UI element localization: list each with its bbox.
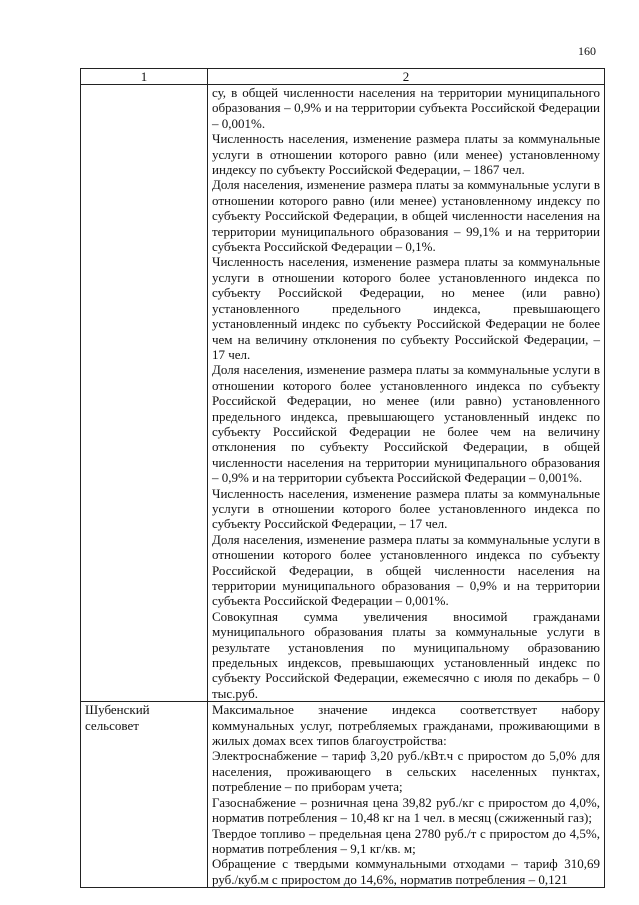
paragraph: Совокупная сумма увеличения вносимой гражданами муниципального образования платы за коммунальные услуги в результате установления по муниципальному образованию предельных индексов, превышающих установленный индекс по субъекту Российской Федерации, ежемесячно с июля по декабрь – 0 тыс.руб. bbox=[212, 608, 600, 701]
paragraph: Газоснабжение – розничная цена 39,82 руб./кг с приростом до 4,0%, норматив потребления – 10,48 кг на 1 чел. в месяц (сжиженный газ); bbox=[212, 794, 600, 826]
paragraph: Электроснабжение – тариф 3,20 руб./кВт.ч с приростом до 5,0% для населения, проживающего в сельских населенных пунктах, потребление – по приборам учета; bbox=[212, 748, 600, 795]
column-header-1: 1 bbox=[81, 69, 208, 85]
page-number: 160 bbox=[578, 44, 596, 58]
table-row bbox=[81, 702, 605, 888]
municipality-name-cell bbox=[81, 85, 208, 702]
paragraph: Доля населения, изменение размера платы за коммунальные услуги в отношении которого равно (или менее) установленному индексу по субъекту Российской Федерации, в общей численности населения на территории муниципального образования – 99,1% и на территории субъекта Российской Федерации – 0,1%. bbox=[212, 177, 600, 255]
description-cell bbox=[208, 85, 605, 702]
paragraph: Доля населения, изменение размера платы за коммунальные услуги в отношении которого более установленного индекса по субъекту Российской Федерации, но менее (или равно) установленного предельного индекса, превышающего установленный индекс по субъекту Российской Федерации не более чем на величину отклонения по субъекту Российской Федерации, в общей численности населения на территории муниципального образования – 0,9% и на территории субъекта Российской Федерации – 0,001%. bbox=[212, 362, 600, 486]
paragraph: Доля населения, изменение размера платы за коммунальные услуги в отношении которого более установленного индекса по субъекту Российской Федерации, в общей численности населения на территории муниципального образования – 0,9% и на территории субъекта Российской Федерации – 0,001%. bbox=[212, 531, 600, 609]
paragraph: Численность населения, изменение размера платы за коммунальные услуги в отношении которого более установленного индекса по субъекту Российской Федерации, но менее (или равно) установленного предельного индекса, превышающего установленный индекс по субъекту Российской Федерации не более чем на величину отклонения по субъекту Российской Федерации, – 17 чел. bbox=[212, 254, 600, 362]
paragraph: Твердое топливо – предельная цена 2780 руб./т с приростом до 4,5%, норматив потребления – 9,1 кг/кв. м; bbox=[212, 825, 600, 856]
paragraph: Обращение с твердыми коммунальными отходами – тариф 310,69 руб./куб.м с приростом до 14,6%, норматив потребления – 0,121 bbox=[212, 856, 600, 887]
table-header-row bbox=[81, 69, 605, 85]
paragraph: Численность населения, изменение размера платы за коммунальные услуги в отношении которого более установленного индекса по субъекту Российской Федерации, – 17 чел. bbox=[212, 485, 600, 532]
paragraph: су, в общей численности населения на территории муниципального образования – 0,9% и на территории субъекта Российской Федерации – 0,001%. bbox=[212, 85, 600, 131]
paragraph: Численность населения, изменение размера платы за коммунальные услуги в отношении которого равно (или менее) установленному индексу по субъекту Российской Федерации, – 1867 чел. bbox=[212, 131, 600, 178]
paragraph: Максимальное значение индекса соответствует набору коммунальных услуг, потребляемых гражданами, проживающими в жилых домах всех типов благоустройства: bbox=[212, 702, 600, 749]
municipality-name-cell: Шубенский сельсовет bbox=[81, 702, 208, 888]
description-cell bbox=[208, 702, 605, 888]
column-header-2: 2 bbox=[208, 69, 605, 85]
document-table bbox=[80, 68, 605, 888]
table-row bbox=[81, 85, 605, 702]
